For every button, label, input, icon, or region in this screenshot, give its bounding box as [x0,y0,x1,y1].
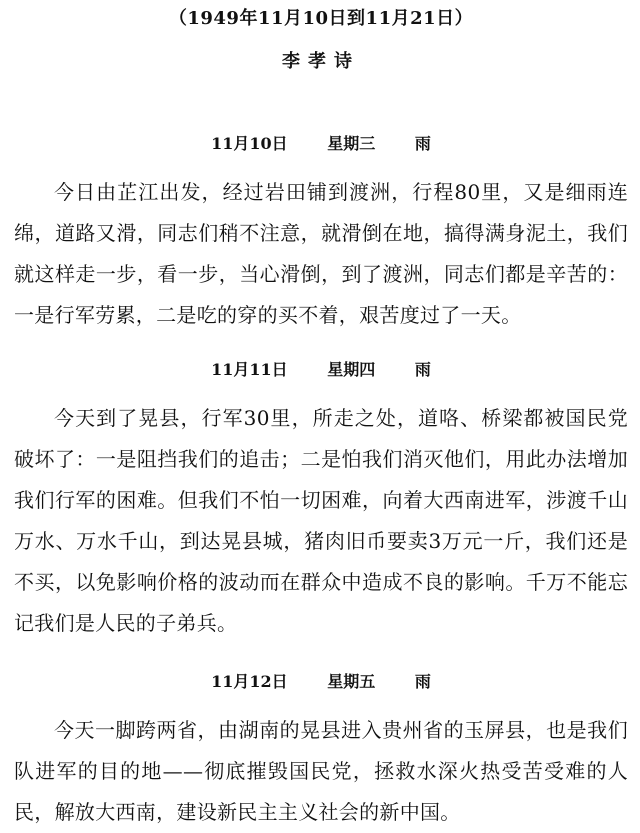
entry-heading [14,662,628,702]
entry-weekday: 星期三 [327,134,376,153]
entry-text: 今天一脚跨两省，由湖南的晃县进入贵州省的玉屏县，也是我们队进军的目的地——彻底摧毁国民党，拯救水深火热受苦受难的人民，解放大西南，建设新民主主义社会的新中国。 [14,718,628,824]
entry-weather: 雨 [414,134,431,153]
entry-weekday: 星期五 [327,672,376,691]
entry-heading [14,350,628,390]
entry-weekday: 星期四 [327,360,376,379]
entry-date: 11月11日 [211,360,288,379]
entry-text: 今天到了晃县，行军30里，所走之处，道咯、桥梁都被国民党破坏了：一是阻挡我们的追击；二是怕我们消灭他们，用此办法增加我们行军的困难。但我们不怕一切困难，向着大西南进军，涉渡千山万水、万水千山，到达晃县城，猪肉旧币要卖3万元一斤，我们还是不买，以免影响价格的波动而在群众中造成不良的影响。千万不能忘记我们是人民的子弟兵。 [14,406,628,635]
date-range-heading: （1949年11月10日到11月21日） [168,8,474,29]
entry-date: 11月10日 [211,134,288,153]
author-name: 李孝诗 [282,51,360,72]
entry-date: 11月12日 [211,672,288,691]
entry-heading [14,124,628,164]
entry-text: 今日由芷江出发，经过岩田铺到渡洲，行程80里，又是细雨连绵，道路又滑，同志们稍不注意，就滑倒在地，搞得满身泥土，我们就这样走一步，看一步，当心滑倒，到了渡洲，同志们都是辛苦的：一是行军劳累，二是吃的穿的买不着，艰苦度过了一天。 [14,180,628,327]
entry-weather: 雨 [414,360,431,379]
entry-weather: 雨 [414,672,431,691]
